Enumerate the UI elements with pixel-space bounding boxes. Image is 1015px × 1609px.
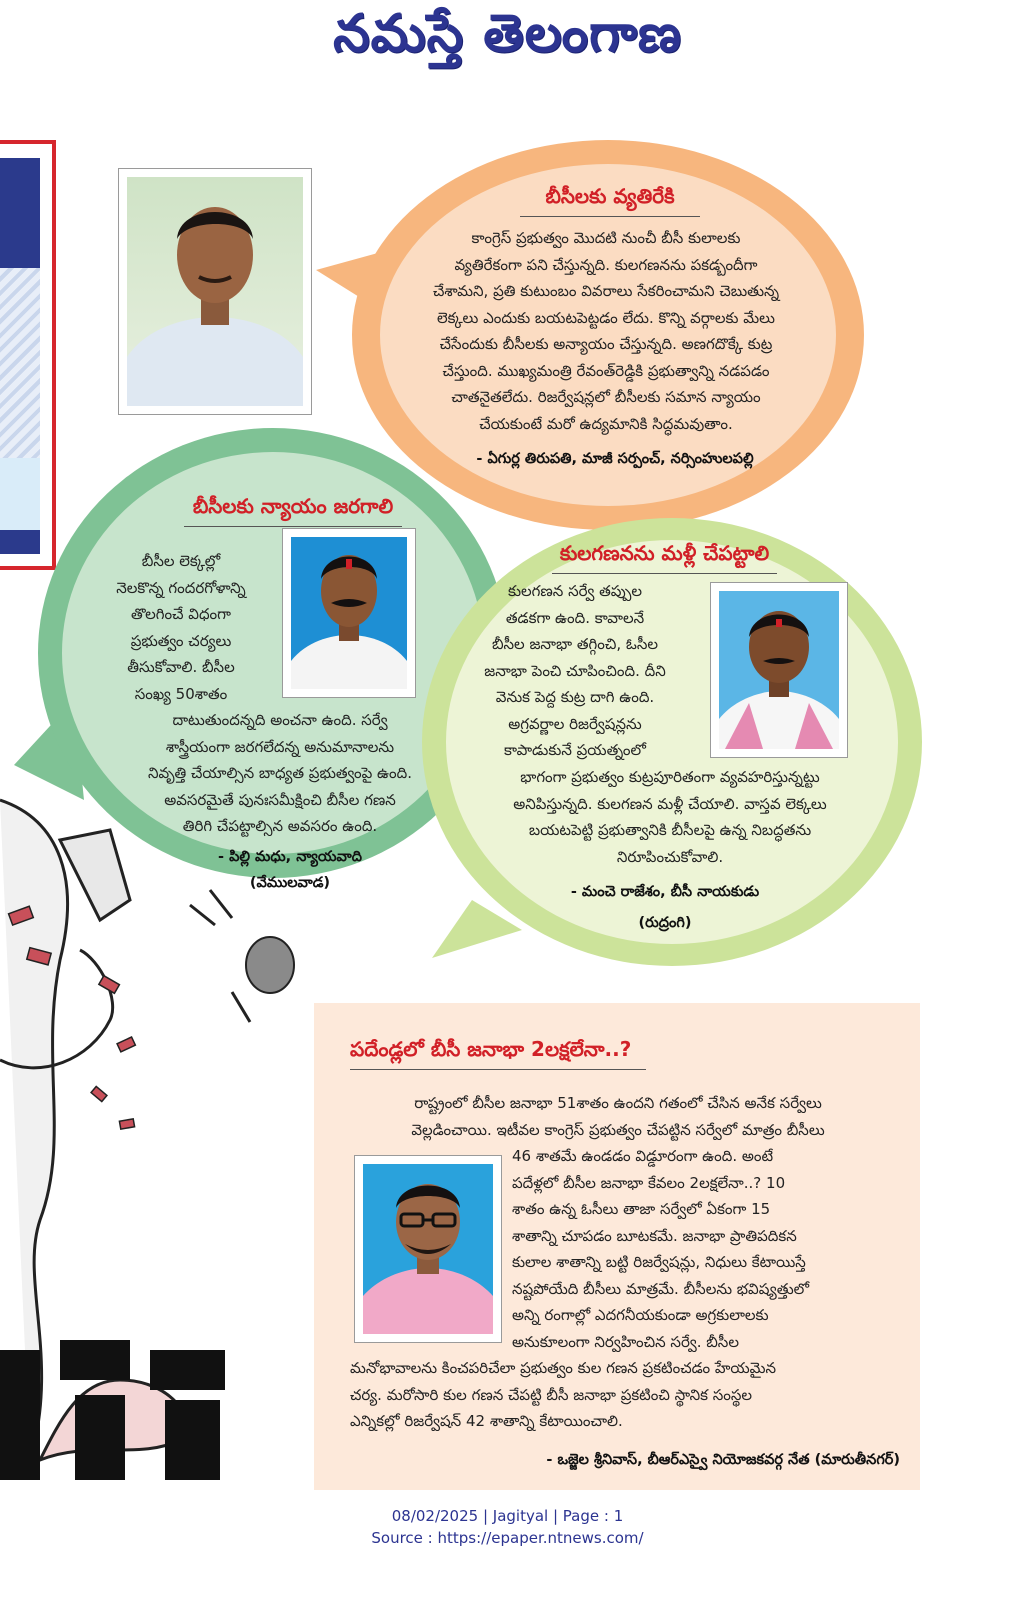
cartoon-blue-strip: [0, 530, 40, 554]
bubble3-body-top: కులగణన సర్వే తప్పుల తడకగా ఉంది. కావాలనే బీసీల జనాభా తగ్గించి, ఓసీల జనాభా పెంచి చూపించింది. దీని వెనుక పెద్ద కుట్ర దాగి ఉంది. అగ్రవర్ణాల రిజర్వేషన్లను కాపాడుకునే ప్రయత్నంలో: [484, 582, 666, 759]
person-portrait-3: [719, 591, 839, 749]
article-heading: పదేండ్లలో బీసీ జనాభా 2లక్షలేనా..?: [350, 1037, 646, 1070]
bubble2-body-bottom: దాటుతుందన్నది అంచనా ఉంది. సర్వే శాస్త్రీయంగా జరగలేదన్న అనుమానాలను నివృత్తి చేయాల్సిన బాధ్యత ప్రభుత్వంపై ఉంది. అవసరమైతే పునఃసమీక్షించి బీసీల గణన తిరిగి చేపట్టాల్సిన అవసరం ఉంది.: [148, 711, 412, 835]
photo-manche-rajesham: [710, 582, 848, 758]
person-portrait-1: [127, 177, 303, 406]
masthead-title: నమస్తే తెలంగాణ: [333, 4, 682, 64]
photo-egurla-tirupati: [118, 168, 312, 415]
article-body-top: రాష్ట్రంలో బీసీల జనాభా 51శాతం ఉందని గతంలో చేసిన అనేక సర్వేలు వెల్లడించాయి. ఇటీవల కాంగ్రెస్ ప్రభుత్వం చేపట్టిన సర్వేలో మాత్రం బీసీలు: [411, 1094, 825, 1139]
bubble3-body-bottom: భాగంగా ప్రభుత్వం కుట్రపూరితంగా వ్యవహరిస్తున్నట్టు అనిపిస్తున్నది. కులగణన మళ్లీ చేయాలి. వాస్తవ లెక్కలు బయటపెట్టి ప్రభుత్వానికి బీసీలపై ఉన్న నిబద్ధతను నిరూపించుకోవాలి.: [513, 768, 827, 866]
bubble2-heading: బీసీలకు న్యాయం జరగాలి: [184, 494, 402, 527]
bubble1-attribution: - ఏగుర్ల తిరుపతి, మాజీ సర్పంచ్, నర్సింహులపల్లి: [476, 451, 754, 467]
person-portrait-4: [363, 1164, 493, 1334]
article-body-middle: 46 శాతమే ఉండడం విడ్డూరంగా ఉంది. అంటే పదేళ్లలో బీసీల జనాభా కేవలం 2లక్షలేనా..? 10 శాతం ఉన్న ఓసీలు తాజా సర్వేలో ఏకంగా 15 శాతాన్ని చూపడం బూటకమే. జనాభా ప్రాతిపదికన కులాల శాతాన్ని బట్టి రిజర్వేషన్లు, నిధులు కేటాయిస్తే నష్టపోయేది బీసీలు మాత్రమే. బీసీలను భవిష్యత్తులో అన్ని రంగాల్లో ఎదగనీయకుండా అగ్రకులాలకు అనుకూలంగా నిర్వహించిన సర్వే. బీసీల: [512, 1147, 810, 1351]
cartoon-blue-panel: [0, 158, 40, 268]
bubble1-heading: బీసీలకు వ్యతిరేకి: [520, 184, 700, 217]
cartoon-lightblue-panel: [0, 458, 40, 530]
photo-pilli-madhu: [282, 528, 416, 698]
photo-ojjela-srinivas: [354, 1155, 502, 1343]
person-portrait-2: [291, 537, 407, 689]
bubble2-attribution-place: (వేములవాడ): [249, 875, 331, 891]
cartoon-striped-panel: [0, 268, 40, 458]
bubble1-body: కాంగ్రెస్ ప్రభుత్వం మొదటి నుంచీ బీసీ కులాలకు వ్యతిరేకంగా పని చేస్తున్నది. కులగణనను పకడ్బందీగా చేశామని, ప్రతి కుటుంబం వివరాలు సేకరించామని చెబుతున్న లెక్కలు ఎందుకు బయటపెట్టడం లేదు. కొన్ని వర్గాలకు మేలు చేసేందుకు బీసీలకు అన్యాయం చేస్తున్నది. అణగదొక్కే కుట్ర చేస్తుంది. ముఖ్యమంత్రి రేవంత్‌రెడ్డికి ప్రభుత్వాన్ని నడపడం చాతనైతలేదు. రిజర్వేషన్లలో బీసీలకు సమాన న్యాయం చేయకుంటే మరో ఉద్యమానికి సిద్ధమవుతాం.: [432, 229, 780, 433]
article-body-bottom: మనోభావాలను కించపరిచేలా ప్రభుత్వం కుల గణన ప్రకటించడం హేయమైన చర్య. మరోసారి కుల గణన చేపట్టి బీసీ జనాభా ప్రకటించి స్థానిక సంస్థల ఎన్నికల్లో రిజర్వేషన్ 42 శాతాన్ని కేటాయించాలి.: [350, 1359, 777, 1430]
cartoon-big-letters: [0, 1340, 230, 1490]
bubble2-body-top: బీసీల లెక్కల్లో నెలకొన్న గందరగోళాన్ని తొలగించే విధంగా ప్రభుత్వం చర్యలు తీసుకోవాలి. బీసీల సంఖ్య 50శాతం: [116, 552, 246, 703]
footer-date-line: 08/02/2025 | Jagityal | Page : 1: [391, 1507, 624, 1525]
bubble3-attribution-place: (రుద్రంగి): [638, 915, 692, 931]
bubble3-heading: కులగణనను మళ్లీ చేపట్టాలి: [552, 541, 777, 574]
bubble3-attribution: - మంచె రాజేశం, బీసీ నాయకుడు: [570, 884, 760, 900]
footer-source-line: Source : https://epaper.ntnews.com/: [371, 1529, 644, 1547]
bubble2-attribution: - పిల్లి మధు, న్యాయవాది: [218, 849, 362, 865]
article-attribution: - ఒజ్జెల శ్రీనివాస్, బీఆర్ఎస్వై నియోజకవర్గ నేత (మారుతీనగర్): [546, 1452, 900, 1468]
